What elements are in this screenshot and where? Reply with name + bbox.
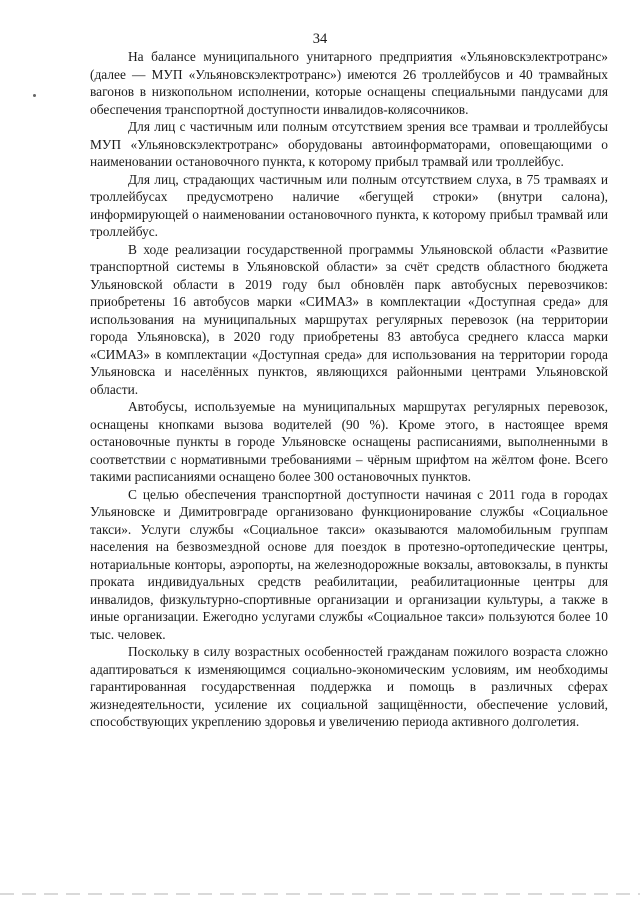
paragraph-bus-equipment: Автобусы, используемые на муниципальных маршрутах регулярных перевозок, оснащены кнопками вызова водителей (90 %). Кроме этого, в настоящее время остановочные пункты в городе Ульяновске оснащены расписаниями, выполненными в соответствии с нормативными требованиями – чёрным шрифтом на жёлтом фоне. Всего такими расписаниями оснащено более 300 остановочных пунктов.: [90, 399, 608, 484]
scan-mark: [33, 94, 36, 97]
paragraph-vision-impaired: Для лиц с частичным или полным отсутствием зрения все трамваи и троллейбусы МУП «Ульяновскэлектротранс» оборудованы автоинформаторами, оповещающими о наименовании остановочного пункта, к которому прибыл трамвай или троллейбус.: [90, 119, 608, 169]
paragraph-elderly-support: Поскольку в силу возрастных особенностей гражданам пожилого возраста сложно адаптироваться к изменяющимся социально-экономическим условиям, им необходимы гарантированная государственная поддержка и помощь в различных сферах жизнедеятельности, усиление их социальной защищённости, обеспечение условий, способствующих укреплению здоровья и увеличению периода активного долголетия.: [90, 644, 608, 729]
scan-bottom-edge: [0, 893, 640, 895]
paragraph-rolling-stock: На балансе муниципального унитарного предприятия «Ульяновскэлектротранс» (далее — МУП «Ульяновскэлектротранс») имеются 26 троллейбусов и 40 трамвайных вагонов в низкопольном исполнении, которые оснащены специальными пандусами для обеспечения транспортной доступности инвалидов-колясочников.: [90, 49, 608, 117]
paragraph-hearing-impaired: Для лиц, страдающих частичным или полным отсутствием слуха, в 75 трамваях и троллейбусах предусмотрено наличие «бегущей строки» (внутри салона), информирующей о наименовании остановочного пункта, к которому прибыл трамвай или троллейбус.: [90, 171, 608, 239]
document-body: [90, 48, 608, 731]
paragraph-bus-fleet: В ходе реализации государственной программы Ульяновской области «Развитие транспортной системы в Ульяновской области» за счёт средств областного бюджета Ульяновской области в 2019 году был обновлён парк автобусных перевозчиков: приобретены 16 автобусов марки «СИМАЗ» в комплектации «Доступная среда» для использования на муниципальных маршрутах регулярных перевозок (на территории города Ульяновска), в 2020 году приобретены 83 автобуса среднего класса марки «СИМАЗ» в комплектации «Доступная среда» для использования на территории города Ульяновска и населённых пунктов, являющихся районными центрами Ульяновской области.: [90, 241, 608, 397]
paragraph-social-taxi: С целью обеспечения транспортной доступности начиная с 2011 года в городах Ульяновске и Димитровграде организовано функционирование службы «Социальное такси». Услуги службы «Социальное такси» оказываются маломобильным группам населения на безвозмездной основе для поездок в протезно-ортопедические центры, нотариальные конторы, аэропорты, на железнодорожные вокзалы, автовокзалы, в пункты проката индивидуальных средств реабилитации, реабилитационные центры для инвалидов, физкультурно-спортивные организации и организации культуры, а также в иные организации. Ежегодно услугами службы «Социальное такси» пользуются более 10 тыс. человек.: [90, 486, 608, 642]
page-number: 34: [312, 31, 328, 47]
